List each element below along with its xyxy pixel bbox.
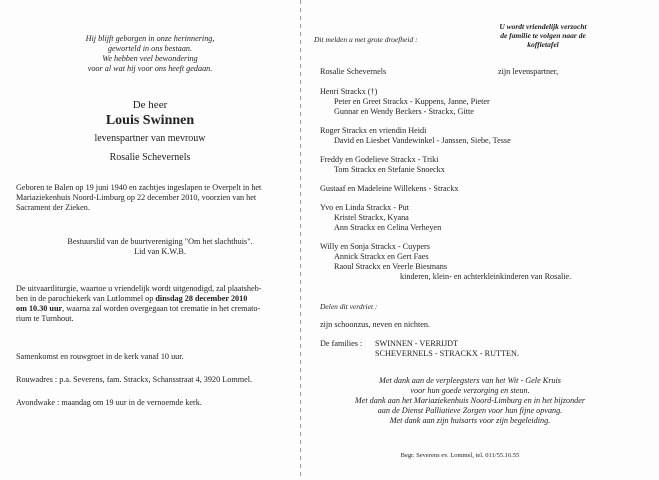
thanks-line: Met dank aan het Mariaziekenhuis Noord-Limburg en in het bijzonder <box>354 396 586 405</box>
paragraph-line: ben in de parochiekerk van Lutlommel op dinsdag 28 december 2010 <box>16 294 248 303</box>
board-member-line: Bestuurslid van de buurtvereniging "Om het slachthuis". <box>67 237 253 246</box>
paragraph-line: Sacrament der Zieken. <box>16 203 90 212</box>
thanks-line: aan de Dienst Palliatieve Zorgen voor hun fijne opvang. <box>377 406 563 415</box>
partner-name: Rosalie Schevernels <box>109 152 191 163</box>
family-member: Gunnar en Wendy Beckers - Strackx, Gitte <box>334 107 474 116</box>
partner-relation: zijn levenspartner, <box>498 67 559 76</box>
family-member: Peter en Greet Strackx - Kuppens, Janne, Pieter <box>334 97 490 106</box>
poem-line: We hebben veel bewondering <box>102 54 198 63</box>
paragraph-line: Geboren te Balen op 19 juni 1940 en zachtjes ingeslapen te Overpelt in het <box>16 183 262 192</box>
paragraph-line: De uitvaartliturgie, waartoe u vriendelijk wordt uitgenodigd, zal plaatsheb- <box>16 284 262 293</box>
family-member: kinderen, klein- en achterkleinkinderen van Rosalie. <box>400 272 572 281</box>
family-member: Annick Strackx en Gert Faes <box>334 252 429 261</box>
sorrow-heading: Delen dit verdriet : <box>320 302 378 311</box>
poem-line: voor al wat hij voor ons heeft gedaan. <box>87 64 213 73</box>
in-laws-line: zijn schoonzus, neven en nichten. <box>320 320 431 329</box>
request-line: de familie te volgen naar de <box>500 31 586 40</box>
family-member: Kristel Strackx, Kyana <box>334 213 409 222</box>
request-line: U wordt vriendelijk verzocht <box>499 22 587 31</box>
paragraph-line: Mariaziekenhuis Noord-Limburg op 22 december 2010, voorzien van het <box>16 193 257 202</box>
poem-line: Hij blijft geborgen in onze herinnering, <box>85 34 215 43</box>
thanks-line: Met dank aan de verpleegsters van het Wit - Gele Kruis <box>379 376 561 385</box>
partner-line: levenspartner van mevrouw <box>94 133 206 144</box>
family-head: Freddy en Godelieve Strackx - Triki <box>320 155 439 164</box>
family-member: David en Liesbet Vandewinkel - Janssen, Siebe, Tesse <box>334 136 511 145</box>
condolence-line: Rouwadres : p.a. Severens, fam. Strackx, Schansstraat 4, 3920 Lommel. <box>16 375 253 384</box>
family-member: Raoul Strackx en Veerle Biesmans <box>334 262 448 271</box>
paragraph-line: rium te Turnhout. <box>16 314 74 323</box>
deceased-name: Louis Swinnen <box>105 113 195 128</box>
thanks-line: voor hun goede verzorging en steun. <box>410 386 530 395</box>
thanks-line: Met dank aan zijn huisarts voor zijn begeleiding. <box>389 416 551 425</box>
families-line: SCHEVERNELS - STRACKX - RUTTEN. <box>375 349 519 358</box>
card-fold <box>300 0 301 480</box>
gathering-line: Samenkomst en rouwgroet in de kerk vanaf 10 uur. <box>16 352 184 361</box>
wake-line: Avondwake : maandag om 19 uur in de vernoemde kerk. <box>16 398 202 407</box>
family-head: Gustaaf en Madeleine Willekens - Strackx <box>320 184 459 193</box>
family-head: Henri Strackx (†) <box>320 87 378 96</box>
family-head: Roger Strackx en vriendin Heidi <box>320 126 427 135</box>
family-member: Ann Strackx en Celina Verheyen <box>334 223 442 232</box>
printer-credit: Begr. Severens ev. Lommel, tel. 011/55.16.55 <box>400 452 520 459</box>
partner-entry: Rosalie Schevernels <box>320 67 387 76</box>
request-line: koffietafel <box>527 40 559 49</box>
announcement-heading: Dit melden u met grote droefheid : <box>314 35 418 44</box>
board-member-line: Lid van K.W.B. <box>134 247 186 256</box>
family-head: Yvo en Linda Strackx - Put <box>320 203 409 212</box>
poem-line: geworteld in ons bestaan. <box>107 44 193 53</box>
paragraph-line: om 10.30 uur, waarna zal worden overgegaan tot crematie in het cremato- <box>16 304 261 313</box>
honorific: De heer <box>132 99 168 111</box>
families-line: SWINNEN - VERRIJDT <box>375 339 459 348</box>
family-head: Willy en Sonja Strackx - Cuypers <box>320 242 430 251</box>
families-label: De families : <box>320 339 363 348</box>
family-member: Tom Strackx en Stefanie Snoeckx <box>334 165 445 174</box>
